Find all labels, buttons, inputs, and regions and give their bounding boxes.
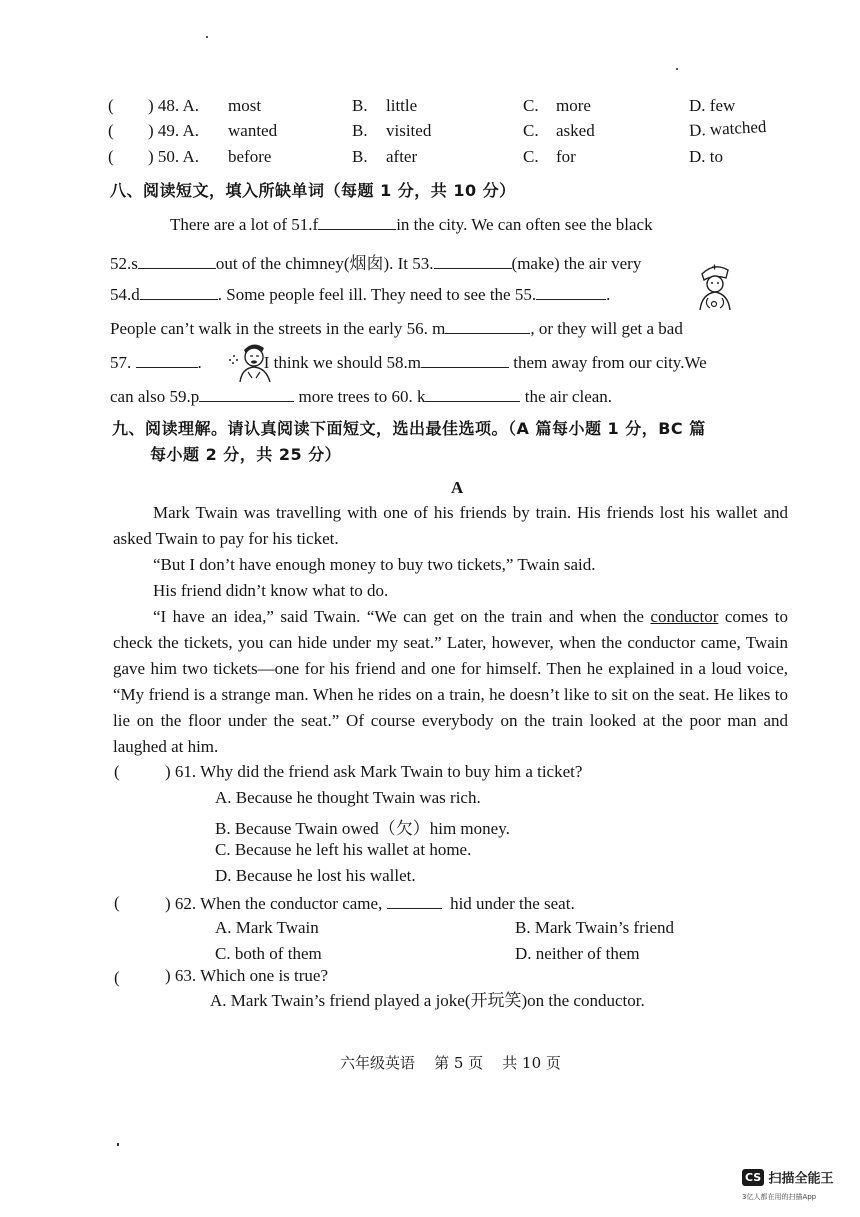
question-number: ) 48. A. [148, 96, 199, 115]
camscanner-logo-icon: CS [742, 1169, 764, 1186]
option-a: A. Mark Twain [215, 918, 319, 937]
cloze-text: in the city. We can often see the black [396, 215, 653, 234]
option-c: asked [556, 121, 595, 140]
option-c: C. Because he left his wallet at home. [215, 840, 472, 859]
option-d: D. to [689, 147, 723, 166]
underlined-word: conductor [650, 607, 719, 626]
option-b-letter: B. [352, 147, 368, 166]
question-61-stem: ) 61. Why did the friend ask Mark Twain to buy him a ticket? [165, 762, 583, 781]
stem-text: hid under the seat. [450, 894, 575, 913]
option-c-letter: C. [523, 96, 539, 115]
watermark-tagline: 3亿人都在用的扫描App [742, 1193, 817, 1201]
scan-speck [206, 36, 208, 38]
cloze-line-2 [110, 249, 641, 274]
option-d: D. few [689, 96, 736, 115]
footer-subject: 六年级英语 [340, 1054, 416, 1072]
option-b: B. Because Twain owed（欠）him money. [215, 819, 510, 838]
answer-blank-53[interactable] [434, 253, 512, 269]
cloze-text: . Some people feel ill. They need to see the 55. [217, 285, 537, 304]
answer-paren: ( [108, 96, 114, 115]
option-c: for [556, 147, 576, 166]
cloze-text: I think we should 58.m [263, 353, 421, 372]
cloze-text: , or they will get a bad [530, 319, 683, 338]
page-footer [340, 1052, 561, 1073]
paragraph-text: “I have an idea,” said Twain. “We can get on the train and when the [153, 607, 651, 626]
question-number: ) 50. A. [148, 147, 199, 166]
cloze-line-5 [110, 352, 707, 373]
footer-total: 共 10 页 [502, 1054, 561, 1072]
option-c: C. both of them [215, 944, 322, 963]
option-d: D. Because he lost his wallet. [215, 866, 416, 885]
option-b: visited [386, 121, 432, 140]
answer-paren: ( [108, 121, 114, 140]
stem-text: ) 62. When the conductor came, [165, 894, 383, 913]
option-a: A. Because he thought Twain was rich. [215, 788, 481, 807]
cloze-line-3 [110, 284, 610, 305]
answer-paren: ( [114, 762, 120, 781]
answer-paren: ( [114, 968, 120, 987]
cloze-text: the air clean. [524, 387, 613, 406]
answer-blank-57[interactable] [136, 352, 198, 368]
question-number: ) 49. A. [148, 121, 199, 140]
cloze-text: 54.d [110, 285, 140, 304]
answer-blank-60[interactable] [425, 386, 520, 402]
question-62-stem [165, 893, 575, 914]
option-a: before [228, 147, 272, 166]
cloze-text: more trees to 60. k [298, 387, 426, 406]
question-63-stem: ) 63. Which one is true? [165, 966, 329, 985]
passage-paragraph-4 [113, 604, 788, 760]
answer-blank[interactable] [387, 893, 442, 909]
option-c: more [556, 96, 591, 115]
doctor-doodle-icon [692, 260, 738, 312]
passage-paragraph-2: “But I don’t have enough money to buy two tickets,” Twain said. [153, 555, 596, 574]
cloze-text: . [606, 285, 611, 304]
option-a: most [228, 96, 262, 115]
option-b: B. Mark Twain’s friend [515, 918, 675, 937]
scanner-watermark [742, 1166, 833, 1187]
cloze-text: them away from our city.We [513, 353, 707, 372]
section-8-title: 八、阅读短文，填入所缺单词（每题 1 分，共 10 分） [110, 181, 516, 200]
answer-blank-54[interactable] [140, 284, 218, 300]
paragraph-text: comes to check the tickets, you can hide under my seat.” Later, however, when the conductor came, Twain gave him two tickets—one for his friend and one for himself. Then he explained in a loud voice, “My friend is a strange man. When he rides on a train, he doesn’t like to sit on the seat. He likes to lie on the floor under the seat.” Of course everybody on the train looked at the poor man and laughed at him. [113, 607, 789, 756]
option-d: D. neither of them [515, 944, 640, 963]
passage-paragraph-3: His friend didn’t know what to do. [153, 581, 389, 600]
cloze-line-6 [110, 386, 612, 407]
answer-blank-55[interactable] [536, 284, 606, 300]
cloze-text: can also 59.p [110, 387, 200, 406]
cloze-text: 52.s [110, 254, 138, 273]
cloze-text: People can’t walk in the streets in the early 56. m [110, 319, 446, 338]
option-a: A. Mark Twain’s friend played a joke(开玩笑)on the conductor. [210, 991, 645, 1010]
cloze-text: (make) the air very [511, 254, 642, 273]
answer-paren: ( [114, 893, 120, 912]
coughing-person-doodle-icon [226, 340, 276, 382]
section-9-title-cont: 每小题 2 分，共 25 分） [150, 445, 342, 464]
watermark-name: 扫描全能王 [768, 1171, 834, 1187]
answer-blank-58[interactable] [421, 352, 509, 368]
option-b-letter: B. [352, 96, 368, 115]
cloze-line-4 [110, 318, 683, 339]
answer-blank-59[interactable] [199, 386, 294, 402]
cloze-text: . [197, 353, 202, 372]
option-c-letter: C. [523, 121, 539, 140]
section-9-title: 九、阅读理解。请认真阅读下面短文，选出最佳选项。（A 篇每小题 1 分，BC 篇 [112, 419, 706, 438]
passage-label: A [451, 478, 464, 497]
answer-paren: ( [108, 147, 114, 166]
scan-speck [117, 1143, 119, 1146]
footer-page: 第 5 页 [434, 1054, 484, 1072]
cloze-text: There are a lot of 51.f [170, 215, 319, 234]
option-b: after [386, 147, 418, 166]
cloze-text: out of the chimney(烟囱). It 53. [215, 254, 434, 273]
option-a: wanted [228, 121, 278, 140]
option-b: little [386, 96, 418, 115]
cloze-line-1 [170, 214, 653, 235]
answer-blank-56[interactable] [445, 318, 530, 334]
answer-blank-51[interactable] [318, 214, 396, 230]
option-b-letter: B. [352, 121, 368, 140]
option-c-letter: C. [523, 147, 539, 166]
passage-paragraph-1: Mark Twain was travelling with one of his friends by train. His friends lost his wallet and asked Twain to pay for his ticket. [113, 503, 788, 548]
answer-blank-52[interactable] [138, 253, 216, 269]
scan-speck [676, 68, 678, 70]
cloze-text: 57. [110, 353, 132, 372]
option-d: D. watched [688, 116, 767, 141]
